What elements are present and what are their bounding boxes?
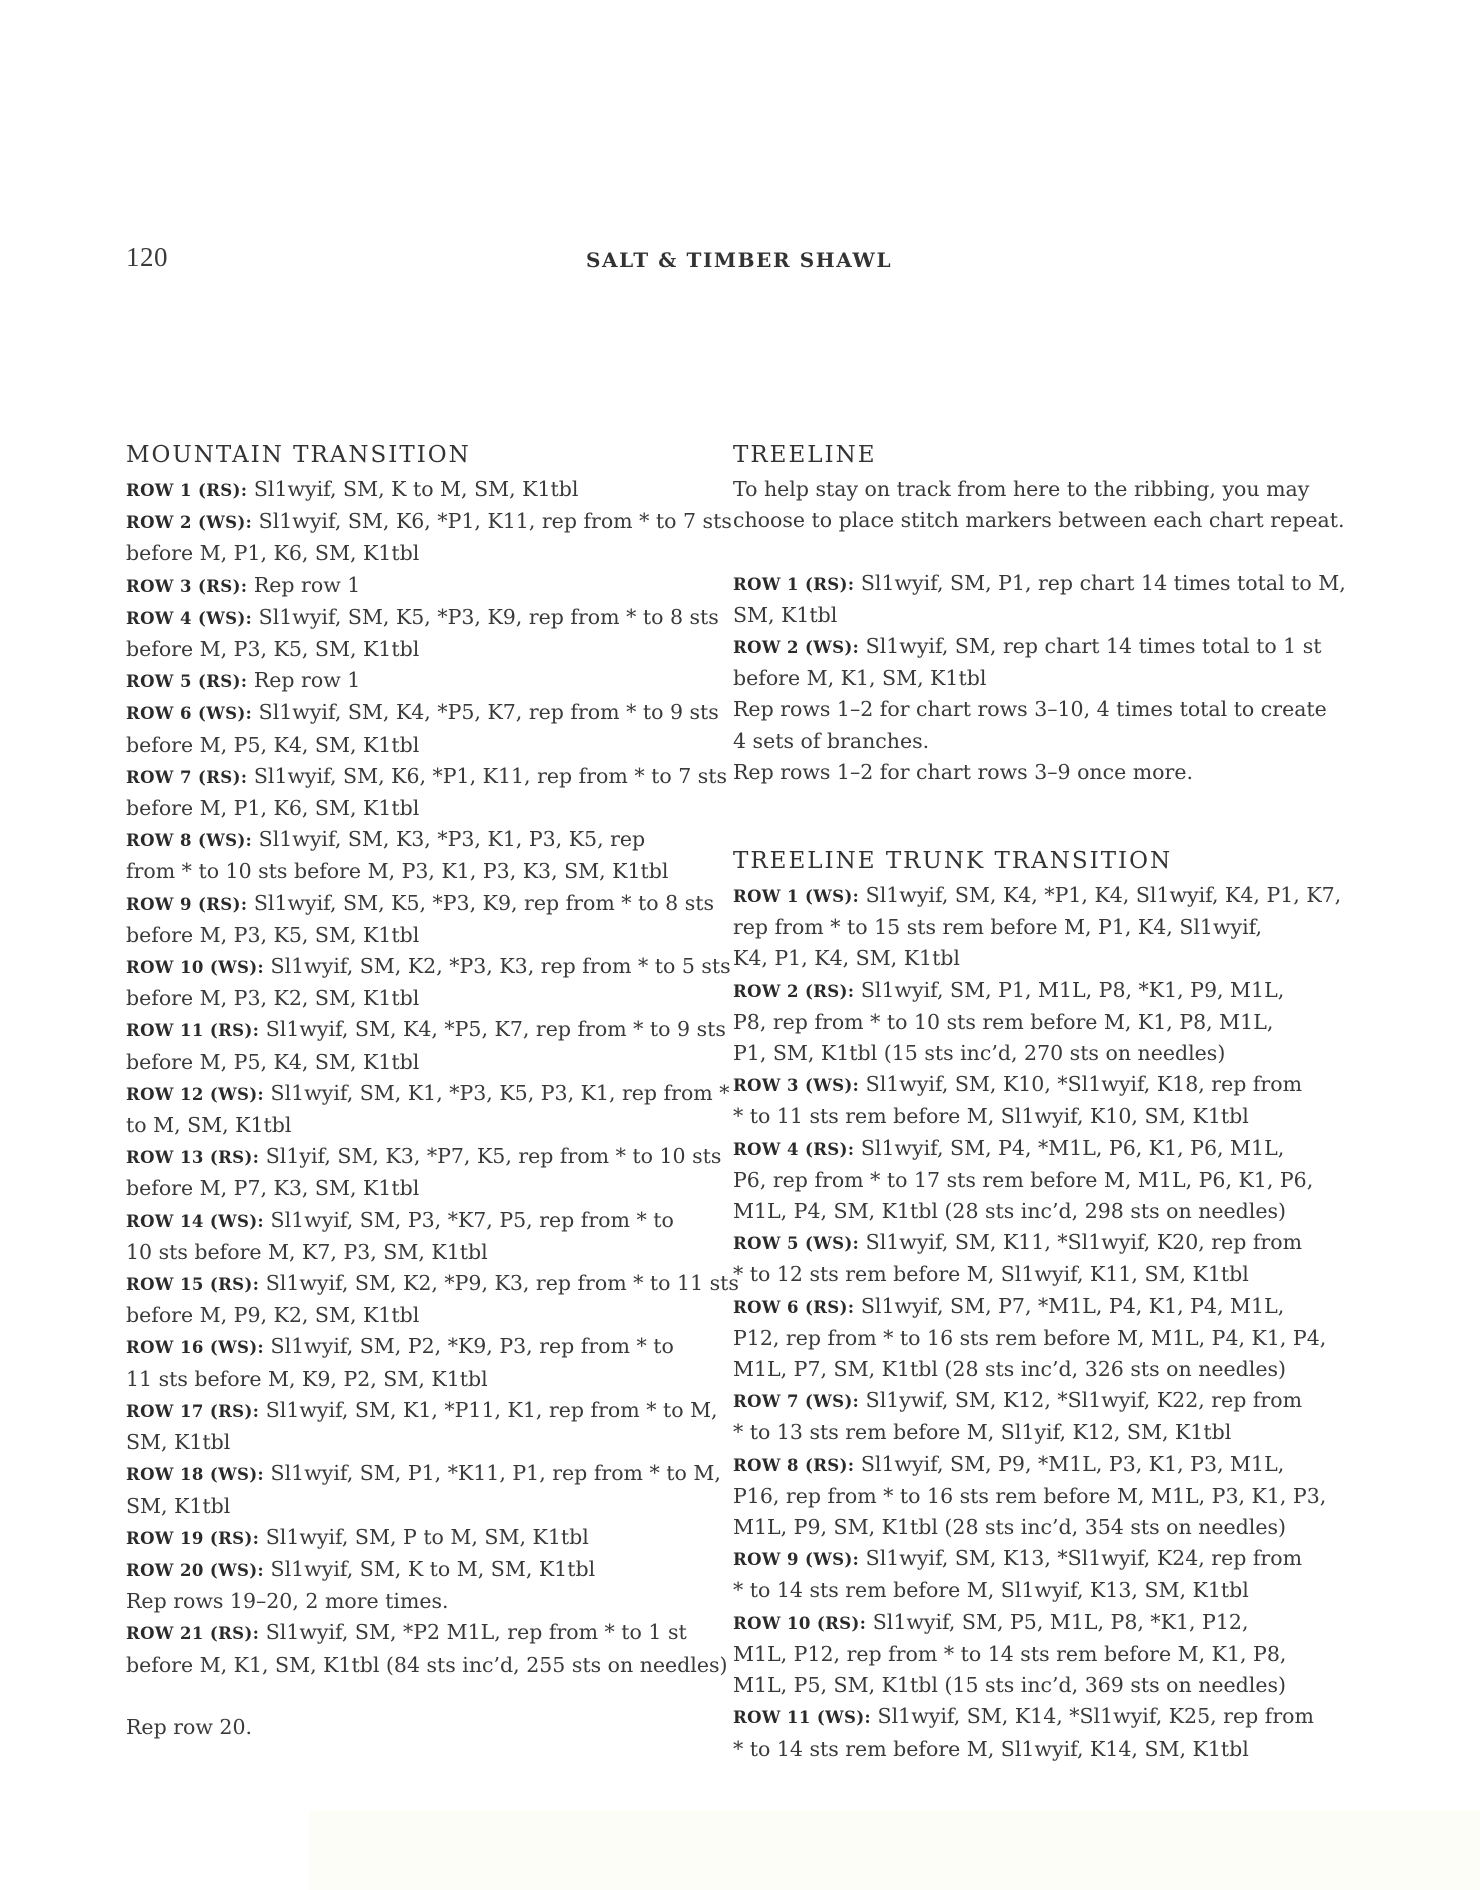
row-label: ROW 10 (WS): <box>126 958 265 978</box>
row-instruction <box>733 1069 1303 1101</box>
instruction-line <box>126 983 694 1014</box>
instruction-line <box>733 912 1303 943</box>
instruction-line <box>126 1586 694 1617</box>
row-text: Rep row 1 <box>247 572 361 597</box>
row-text: P12, rep from * to 16 sts rem before M, M1L, P4, K1, P4, <box>733 1325 1327 1350</box>
row-instruction <box>126 697 719 729</box>
row-label: ROW 17 (RS): <box>126 1401 260 1421</box>
instruction-line <box>126 1712 694 1743</box>
instruction-line <box>126 1300 694 1331</box>
instruction-line <box>126 538 694 569</box>
page-edge-shade <box>310 1810 1480 1890</box>
row-text: Sl1wyif, SM, P1, rep chart 14 times total to M, <box>854 570 1346 595</box>
row-text: P6, rep from * to 17 sts rem before M, M1L, P6, K1, P6, <box>733 1167 1314 1192</box>
row-label: ROW 4 (WS): <box>126 608 253 628</box>
row-text: Sl1wyif, SM, P5, M1L, P8, *K1, P12, <box>866 1609 1249 1634</box>
instruction-line <box>126 1173 694 1204</box>
row-text: P1, SM, K1tbl (15 sts inc’d, 270 sts on needles) <box>733 1041 1226 1066</box>
row-label: ROW 14 (WS): <box>126 1211 265 1231</box>
instruction-line <box>733 1417 1303 1448</box>
row-text: before M, P5, K4, SM, K1tbl <box>126 732 420 757</box>
row-text: before M, P1, K6, SM, K1tbl <box>126 796 420 821</box>
row-label: ROW 1 (RS): <box>733 574 855 594</box>
row-text: Sl1wyif, SM, K10, *Sl1wyif, K18, rep from <box>859 1072 1303 1097</box>
row-text: before M, P3, K5, SM, K1tbl <box>126 637 420 662</box>
row-instruction <box>126 1268 739 1300</box>
page-number: 120 <box>126 242 168 272</box>
instruction-line <box>126 634 694 665</box>
instruction-line <box>126 1237 694 1268</box>
blank-line <box>733 536 1303 567</box>
row-text: before M, P9, K2, SM, K1tbl <box>126 1303 420 1328</box>
section-heading-treeline-trunk-transition: TREELINE TRUNK TRANSITION <box>733 848 1173 875</box>
row-text: Sl1wyif, SM, P1, M1L, P8, *K1, P9, M1L, <box>854 977 1285 1002</box>
row-text: before M, P1, K6, SM, K1tbl <box>126 541 420 566</box>
row-label: ROW 16 (WS): <box>126 1338 265 1358</box>
row-instruction <box>126 665 694 697</box>
row-text: Sl1wyif, SM, K5, *P3, K9, rep from * to 8 sts <box>252 604 719 629</box>
row-instruction <box>733 1227 1303 1259</box>
row-instruction <box>733 1291 1303 1323</box>
instruction-line <box>733 1323 1327 1354</box>
instruction-line <box>733 1038 1303 1069</box>
running-title: SALT & TIMBER SHAWL <box>586 248 893 272</box>
row-label: ROW 5 (RS): <box>126 672 248 692</box>
row-instruction <box>126 1205 694 1237</box>
row-text: Rep row 1 <box>247 668 361 693</box>
row-text: Sl1wyif, SM, K2, *P9, K3, rep from * to 11 sts <box>259 1271 739 1296</box>
instruction-line <box>733 943 1303 974</box>
row-text: K4, P1, K4, SM, K1tbl <box>733 946 960 971</box>
instruction-line <box>126 1491 694 1522</box>
row-instruction <box>126 1331 694 1363</box>
row-text: Sl1wyif, SM, K4, *P1, K4, Sl1wyif, K4, P1, K7, <box>859 883 1342 908</box>
row-instruction <box>126 824 694 856</box>
row-text: Rep rows 1–2 for chart rows 3–10, 4 times total to create <box>733 697 1327 722</box>
row-text: Sl1wyif, SM, P9, *M1L, P3, K1, P3, M1L, <box>854 1451 1285 1476</box>
row-instruction <box>126 1617 694 1649</box>
trunk-transition-instructions <box>733 880 1342 1765</box>
row-text: SM, K1tbl <box>126 1430 231 1455</box>
instruction-line <box>733 757 1303 788</box>
row-text: Sl1wyif, SM, K4, *P5, K7, rep from * to 9 sts <box>252 700 719 725</box>
row-text: SM, K1tbl <box>126 1493 231 1518</box>
row-text: Sl1wyif, SM, K1, *P11, K1, rep from * to M, <box>259 1397 718 1422</box>
row-text: Sl1wyif, SM, P7, *M1L, P4, K1, P4, M1L, <box>854 1293 1285 1318</box>
row-text: * to 12 sts rem before M, Sl1wyif, K11, SM, K1tbl <box>733 1262 1249 1287</box>
instruction-line <box>733 663 1303 694</box>
instruction-line <box>733 1734 1303 1765</box>
instruction-line <box>126 920 694 951</box>
instruction-line <box>733 694 1327 725</box>
instruction-line <box>126 856 694 887</box>
row-label: ROW 12 (WS): <box>126 1084 265 1104</box>
row-instruction <box>733 1543 1303 1575</box>
instruction-line <box>733 1639 1303 1670</box>
row-label: ROW 21 (RS): <box>126 1624 260 1644</box>
row-label: ROW 9 (RS): <box>126 894 248 914</box>
row-label: ROW 11 (WS): <box>733 1708 872 1728</box>
row-instruction <box>733 631 1322 663</box>
section-spacer <box>733 788 1303 844</box>
row-text: M1L, P7, SM, K1tbl (28 sts inc’d, 326 sts on needles) <box>733 1357 1287 1382</box>
row-label: ROW 3 (RS): <box>126 576 248 596</box>
row-text: M1L, P4, SM, K1tbl (28 sts inc’d, 298 sts on needles) <box>733 1199 1287 1224</box>
instruction-line <box>733 1259 1303 1290</box>
row-instruction <box>733 1133 1303 1165</box>
row-text: to M, SM, K1tbl <box>126 1113 292 1138</box>
instruction-line <box>733 1670 1303 1701</box>
row-text: * to 14 sts rem before M, Sl1wyif, K13, SM, K1tbl <box>733 1578 1249 1603</box>
instruction-line <box>126 793 694 824</box>
row-text: Sl1wyif, SM, K2, *P3, K3, rep from * to 5 sts <box>264 954 731 979</box>
row-label: ROW 8 (WS): <box>126 831 253 851</box>
row-instruction <box>733 880 1342 912</box>
treeline-instructions <box>733 474 1346 788</box>
row-text: M1L, P5, SM, K1tbl (15 sts inc’d, 369 sts on needles) <box>733 1673 1287 1698</box>
row-text: Sl1wyif, SM, K3, *P3, K1, P3, K5, rep <box>252 827 646 852</box>
row-text: before M, P3, K2, SM, K1tbl <box>126 986 420 1011</box>
row-label: ROW 3 (WS): <box>733 1076 860 1096</box>
instruction-line <box>733 474 1310 505</box>
left-column <box>126 438 739 1743</box>
row-text: 11 sts before M, K9, P2, SM, K1tbl <box>126 1366 488 1391</box>
row-text: before M, P5, K4, SM, K1tbl <box>126 1049 420 1074</box>
instruction-line <box>733 1196 1303 1227</box>
row-label: ROW 18 (WS): <box>126 1465 265 1485</box>
row-text: Sl1wyif, SM, K13, *Sl1wyif, K24, rep from <box>859 1546 1303 1571</box>
row-text: Sl1wyif, SM, P1, *K11, P1, rep from * to M, <box>264 1461 721 1486</box>
row-instruction <box>126 761 728 793</box>
mountain-transition-instructions <box>126 474 739 1743</box>
row-label: ROW 8 (RS): <box>733 1455 855 1475</box>
instruction-line <box>126 730 694 761</box>
right-column <box>733 438 1346 1765</box>
row-text: Sl1wyif, SM, K to M, SM, K1tbl <box>247 477 579 501</box>
row-label: ROW 15 (RS): <box>126 1275 260 1295</box>
row-label: ROW 7 (RS): <box>126 767 248 787</box>
row-text: Sl1wyif, SM, rep chart 14 times total to 1 st <box>859 634 1322 658</box>
row-label: ROW 1 (WS): <box>733 887 860 907</box>
row-label: ROW 1 (RS): <box>126 481 248 500</box>
row-instruction <box>126 951 731 983</box>
row-instruction <box>126 570 694 602</box>
row-text: Sl1wyif, SM, P2, *K9, P3, rep from * to <box>264 1334 674 1359</box>
row-text: Sl1wyif, SM, K5, *P3, K9, rep from * to 8 sts <box>247 890 714 915</box>
row-text: Sl1wyif, SM, K11, *Sl1wyif, K20, rep from <box>859 1230 1303 1255</box>
row-text: 4 sets of branches. <box>733 728 930 753</box>
row-instruction <box>126 1141 722 1173</box>
row-label: ROW 4 (RS): <box>733 1139 855 1159</box>
instruction-line <box>126 1047 694 1078</box>
row-text: Sl1wyif, SM, P to M, SM, K1tbl <box>259 1524 589 1549</box>
row-instruction <box>733 568 1346 600</box>
row-label: ROW 7 (WS): <box>733 1392 860 1412</box>
instruction-line <box>733 1354 1303 1385</box>
row-instruction <box>126 602 719 634</box>
row-instruction <box>126 1014 726 1046</box>
row-text: Sl1wyif, SM, *P2 M1L, rep from * to 1 st <box>259 1620 687 1645</box>
row-text: Sl1yif, SM, K3, *P7, K5, rep from * to 10 sts <box>259 1144 722 1169</box>
instruction-line <box>733 726 1303 757</box>
row-text: Sl1wyif, SM, K6, *P1, K11, rep from * to 7 sts <box>252 509 732 534</box>
row-instruction <box>126 1458 721 1490</box>
row-label: ROW 6 (WS): <box>126 704 253 724</box>
row-text: before M, P3, K5, SM, K1tbl <box>126 922 420 947</box>
row-label: ROW 2 (WS): <box>733 638 860 657</box>
row-text: choose to place stitch markers between each chart repeat. <box>733 508 1345 533</box>
row-text: Rep rows 19–20, 2 more times. <box>126 1589 449 1614</box>
row-text: rep from * to 15 sts rem before M, P1, K4, Sl1wyif, <box>733 915 1263 940</box>
instruction-line <box>733 1007 1303 1038</box>
instruction-line <box>733 600 1303 631</box>
row-instruction <box>126 474 694 506</box>
row-label: ROW 19 (RS): <box>126 1528 260 1548</box>
row-text: Sl1wyif, SM, K6, *P1, K11, rep from * to 7 sts <box>247 763 728 788</box>
row-text: before M, P7, K3, SM, K1tbl <box>126 1176 420 1201</box>
row-text: 10 sts before M, K7, P3, SM, K1tbl <box>126 1239 488 1264</box>
row-instruction <box>733 1449 1303 1481</box>
row-instruction <box>126 1522 694 1554</box>
row-instruction <box>126 1078 730 1110</box>
instruction-line <box>126 1364 694 1395</box>
instruction-line <box>733 1512 1303 1543</box>
instruction-line <box>126 1650 728 1681</box>
row-text: * to 11 sts rem before M, Sl1wyif, K10, SM, K1tbl <box>733 1104 1249 1129</box>
row-text: SM, K1tbl <box>733 602 838 627</box>
blank-line <box>126 1681 694 1712</box>
row-instruction <box>733 1701 1314 1733</box>
row-text: M1L, P12, rep from * to 14 sts rem before M, K1, P8, <box>733 1641 1287 1666</box>
row-text: from * to 10 sts before M, P3, K1, P3, K3, SM, K1tbl <box>126 859 669 884</box>
row-label: ROW 20 (WS): <box>126 1560 265 1580</box>
row-label: ROW 2 (WS): <box>126 513 253 533</box>
instruction-line <box>733 1165 1314 1196</box>
row-text: Sl1ywif, SM, K12, *Sl1wyif, K22, rep from <box>859 1388 1303 1413</box>
row-label: ROW 9 (WS): <box>733 1550 860 1570</box>
row-instruction <box>126 888 714 920</box>
row-label: ROW 11 (RS): <box>126 1021 260 1041</box>
row-text: P16, rep from * to 16 sts rem before M, M1L, P3, K1, P3, <box>733 1483 1327 1508</box>
row-label: ROW 13 (RS): <box>126 1148 260 1168</box>
instruction-line <box>126 1110 694 1141</box>
row-text: Sl1wyif, SM, K1, *P3, K5, P3, K1, rep from * <box>264 1080 730 1105</box>
instruction-line <box>733 1575 1303 1606</box>
row-instruction <box>126 506 732 538</box>
row-instruction <box>126 1554 694 1586</box>
row-instruction <box>126 1395 718 1427</box>
row-label: ROW 2 (RS): <box>733 981 855 1001</box>
instruction-line <box>733 1481 1327 1512</box>
row-text: To help stay on track from here to the ribbing, you may <box>733 477 1310 501</box>
row-text: Rep row 20. <box>126 1714 253 1739</box>
row-text: Sl1wyif, SM, K4, *P5, K7, rep from * to 9 sts <box>259 1017 726 1042</box>
row-text: before M, K1, SM, K1tbl (84 sts inc’d, 255 sts on needles) <box>126 1652 728 1677</box>
row-text: Sl1wyif, SM, P4, *M1L, P6, K1, P6, M1L, <box>854 1135 1285 1160</box>
row-text: Sl1wyif, SM, K to M, SM, K1tbl <box>264 1556 596 1581</box>
row-text: * to 14 sts rem before M, Sl1wyif, K14, SM, K1tbl <box>733 1736 1249 1761</box>
row-text: before M, K1, SM, K1tbl <box>733 666 987 691</box>
row-text: M1L, P9, SM, K1tbl (28 sts inc’d, 354 sts on needles) <box>733 1515 1287 1540</box>
section-heading-treeline: TREELINE <box>733 442 877 468</box>
row-instruction <box>733 1607 1303 1639</box>
instruction-line <box>126 1427 694 1458</box>
row-text: Sl1wyif, SM, P3, *K7, P5, rep from * to <box>264 1207 674 1232</box>
row-label: ROW 10 (RS): <box>733 1613 867 1633</box>
section-heading-mountain-transition: MOUNTAIN TRANSITION <box>126 442 471 468</box>
instruction-line <box>733 505 1345 536</box>
row-label: ROW 5 (WS): <box>733 1234 860 1254</box>
row-text: Sl1wyif, SM, K14, *Sl1wyif, K25, rep from <box>871 1704 1314 1729</box>
row-instruction <box>733 1385 1303 1417</box>
instruction-line <box>733 1101 1303 1132</box>
row-instruction <box>733 975 1303 1007</box>
row-text: P8, rep from * to 10 sts rem before M, K1, P8, M1L, <box>733 1009 1274 1034</box>
row-text: * to 13 sts rem before M, Sl1yif, K12, SM, K1tbl <box>733 1420 1232 1445</box>
row-label: ROW 6 (RS): <box>733 1297 855 1317</box>
row-text: Rep rows 1–2 for chart rows 3–9 once more. <box>733 759 1193 784</box>
